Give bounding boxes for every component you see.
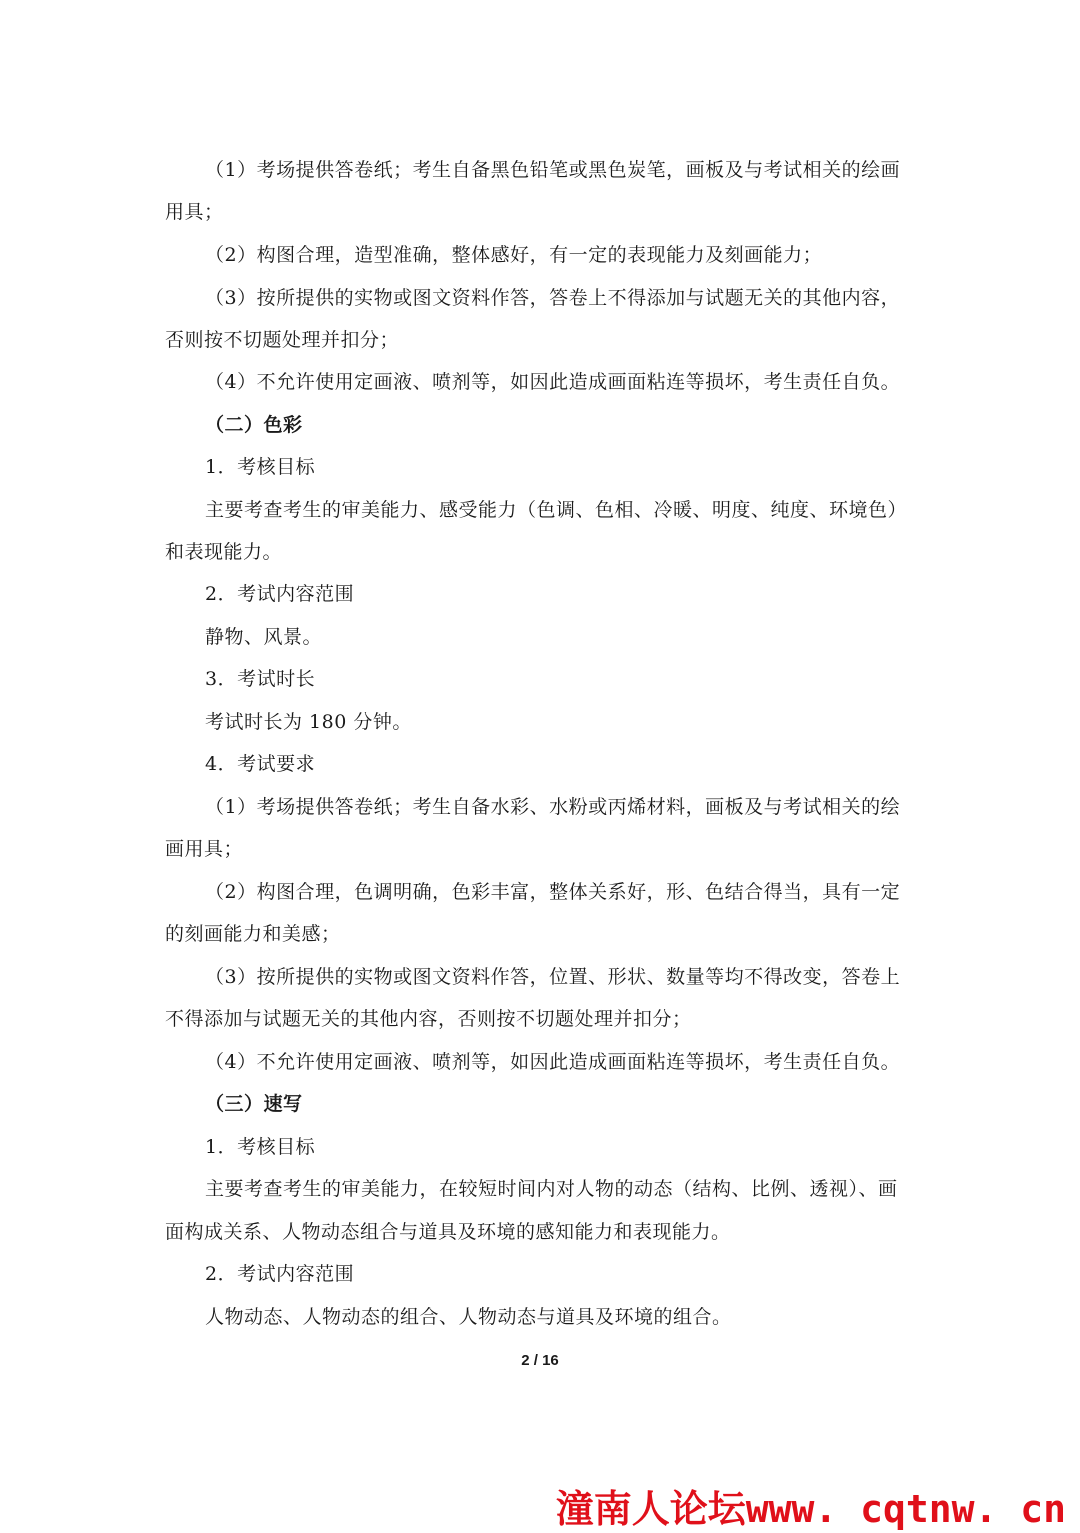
site-watermark bbox=[556, 1478, 1066, 1533]
section-heading: （二）色彩 bbox=[205, 414, 303, 436]
paragraph-line: （3）按所提供的实物或图文资料作答，位置、形状、数量等均不得改变，答卷上 bbox=[205, 966, 901, 988]
paragraph-line: 和表现能力。 bbox=[165, 541, 283, 563]
subsection-heading: 2．考试内容范围 bbox=[205, 583, 355, 605]
paragraph-line: 否则按不切题处理并扣分； bbox=[165, 329, 400, 351]
subsection-heading: 1．考核目标 bbox=[205, 1136, 316, 1158]
paragraph-line: 人物动态、人物动态的组合、人物动态与道具及环境的组合。 bbox=[205, 1306, 732, 1328]
paragraph-line: 静物、风景。 bbox=[205, 626, 323, 648]
paragraph-line: （4）不允许使用定画液、喷剂等，如因此造成画面粘连等损坏，考生责任自负。 bbox=[205, 1051, 901, 1073]
paragraph-line: （1）考场提供答卷纸；考生自备黑色铅笔或黑色炭笔，画板及与考试相关的绘画 bbox=[205, 159, 901, 181]
paragraph-line: （4）不允许使用定画液、喷剂等，如因此造成画面粘连等损坏，考生责任自负。 bbox=[205, 371, 901, 393]
paragraph-line: 画用具； bbox=[165, 838, 244, 860]
paragraph-line: 用具； bbox=[165, 201, 224, 223]
paragraph-line: 面构成关系、人物动态组合与道具及环境的感知能力和表现能力。 bbox=[165, 1221, 731, 1243]
subsection-heading: 2．考试内容范围 bbox=[205, 1263, 355, 1285]
subsection-heading: 4．考试要求 bbox=[205, 753, 316, 775]
paragraph-line: 考试时长为 180 分钟。 bbox=[205, 711, 412, 733]
paragraph-line: （3）按所提供的实物或图文资料作答，答卷上不得添加与试题无关的其他内容， bbox=[205, 287, 901, 309]
paragraph-line: （2）构图合理，色调明确，色彩丰富，整体关系好，形、色结合得当，具有一定 bbox=[205, 881, 901, 903]
subsection-heading: 1．考核目标 bbox=[205, 456, 316, 478]
paragraph-line: 主要考查考生的审美能力，在较短时间内对人物的动态（结构、比例、透视）、画 bbox=[205, 1178, 898, 1200]
paragraph-line: （2）构图合理，造型准确，整体感好，有一定的表现能力及刻画能力； bbox=[205, 244, 823, 266]
paragraph-line: 主要考查考生的审美能力、感受能力（色调、色相、冷暖、明度、纯度、环境色） bbox=[205, 499, 908, 521]
paragraph-line: 不得添加与试题无关的其他内容，否则按不切题处理并扣分； bbox=[165, 1008, 692, 1030]
section-heading: （三）速写 bbox=[205, 1093, 303, 1115]
watermark-url: www. cqtnw. cn bbox=[745, 1487, 1066, 1531]
paragraph-line: （1）考场提供答卷纸；考生自备水彩、水粉或丙烯材料，画板及与考试相关的绘 bbox=[205, 796, 901, 818]
paragraph-line: 的刻画能力和美感； bbox=[165, 923, 341, 945]
page-number: 2 / 16 bbox=[521, 1352, 559, 1369]
watermark-site-name: 潼南人论坛 bbox=[555, 1487, 746, 1531]
subsection-heading: 3．考试时长 bbox=[205, 668, 316, 690]
